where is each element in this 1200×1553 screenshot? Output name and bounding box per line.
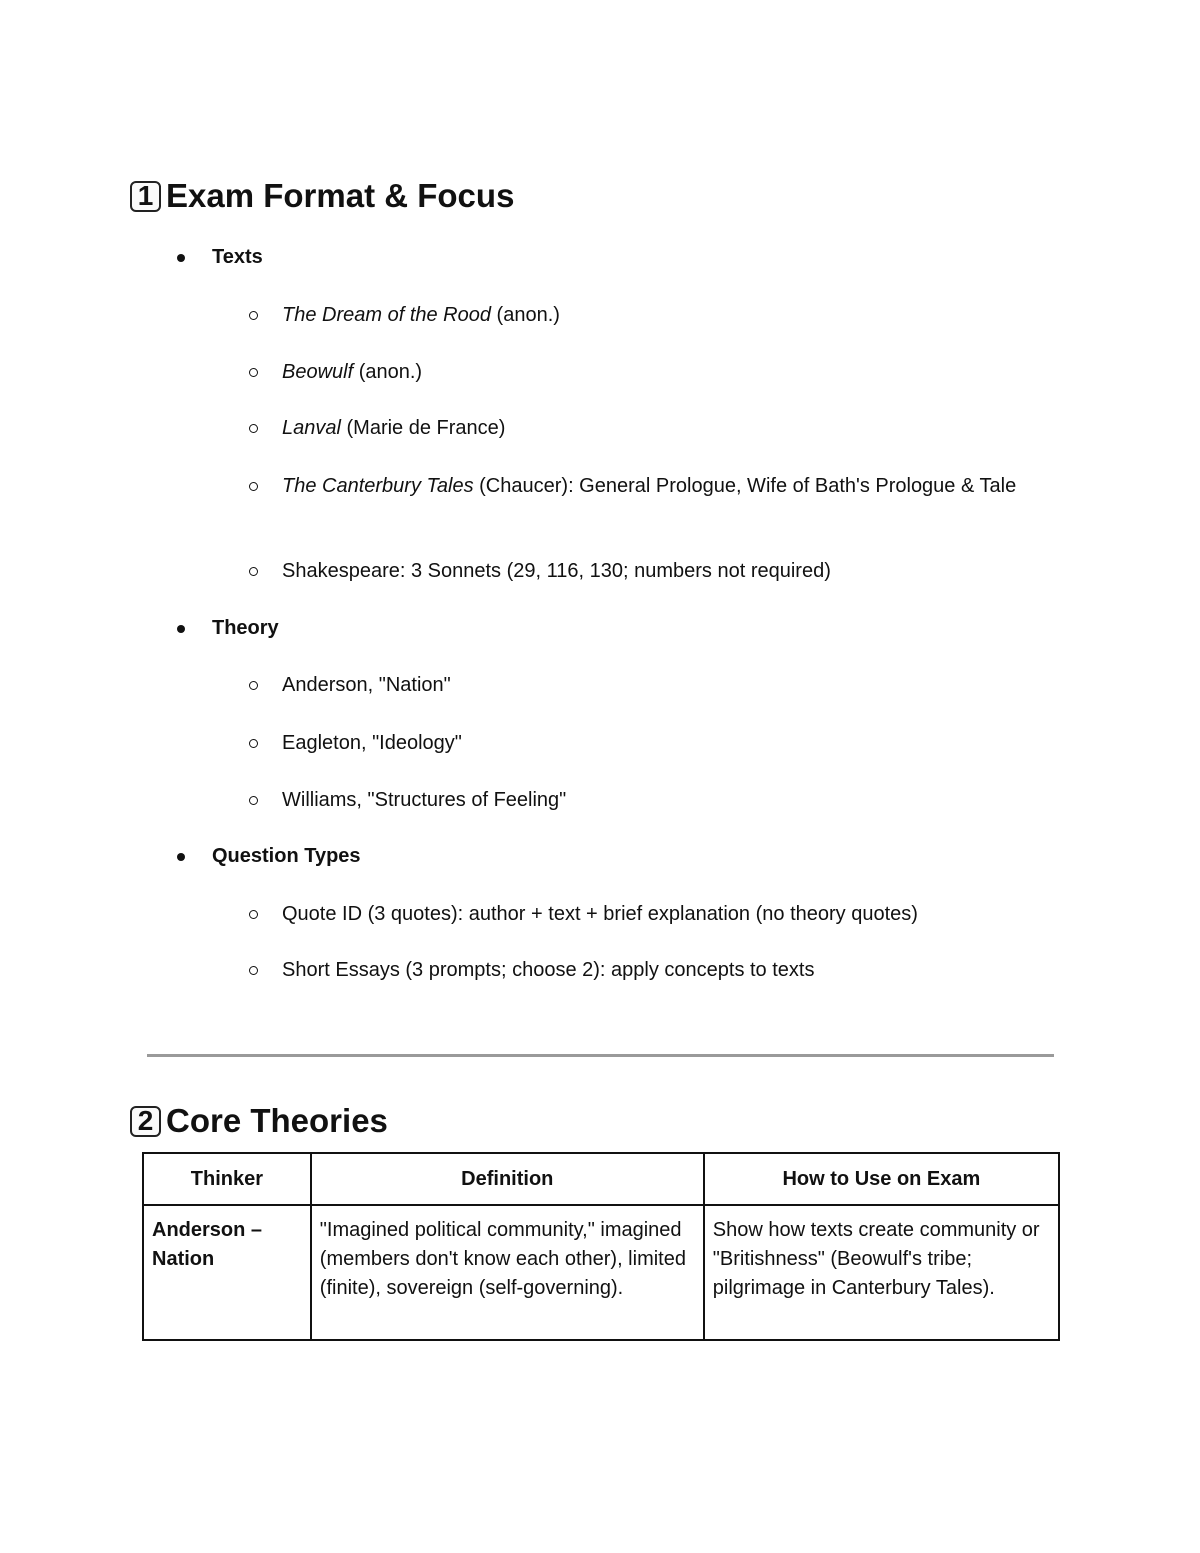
text-title: The Canterbury Tales <box>282 475 474 497</box>
table-header-row <box>143 1153 1059 1205</box>
column-header: Definition <box>311 1153 704 1205</box>
sub-bullet-circle-icon <box>249 368 258 377</box>
list-item-text: Williams, "Structures of Feeling" <box>282 789 567 811</box>
sub-bullet-circle-icon <box>249 739 258 748</box>
list-item-text: Short Essays (3 prompts; choose 2): apply concepts to texts <box>282 959 815 981</box>
text-detail: (Marie de France) <box>340 417 506 439</box>
bullet-label: Question Types <box>212 845 361 867</box>
bullet-dot-icon <box>177 853 185 861</box>
definition-cell: "Imagined political community," imagined (members don't know each other), limited (finite), sovereign (self-governing). <box>311 1205 704 1340</box>
text-title: The Dream of the Rood <box>282 304 491 326</box>
sub-bullet-circle-icon <box>249 424 258 433</box>
list-item-text: Quote ID (3 quotes): author + text + brief explanation (no theory quotes) <box>282 903 918 925</box>
sub-bullet-circle-icon <box>249 567 258 576</box>
column-header: How to Use on Exam <box>704 1153 1059 1205</box>
text-title: Lanval <box>282 417 341 439</box>
thinker-cell: Anderson – Nation <box>143 1205 311 1340</box>
sub-bullet-circle-icon <box>249 681 258 690</box>
sub-bullet-circle-icon <box>249 910 258 919</box>
bullet-dot-icon <box>177 625 185 633</box>
section-1-heading <box>130 176 514 216</box>
text-detail: (anon.) <box>353 361 423 383</box>
bullet-dot-icon <box>177 254 185 262</box>
list-item-text: Eagleton, "Ideology" <box>282 732 462 754</box>
text-detail: Shakespeare: 3 Sonnets (29, 116, 130; numbers not required) <box>282 560 831 582</box>
section-number-badge: 1 <box>130 181 161 212</box>
section-2-title: Core Theories <box>166 1102 388 1139</box>
sub-bullet-circle-icon <box>249 482 258 491</box>
table-row <box>143 1205 1059 1340</box>
sub-bullet-circle-icon <box>249 311 258 320</box>
sub-bullet-circle-icon <box>249 966 258 975</box>
bullet-label: Theory <box>212 617 279 639</box>
text-detail: (anon.) <box>491 304 560 326</box>
section-2-heading <box>130 1101 388 1141</box>
text-title: Beowulf <box>282 361 354 383</box>
section-1-title: Exam Format & Focus <box>166 177 515 214</box>
bullet-label: Texts <box>212 246 263 268</box>
text-detail: (Chaucer): General Prologue, Wife of Bath's Prologue & Tale <box>473 475 1017 497</box>
section-number-badge: 2 <box>130 1106 161 1137</box>
list-item-text: Anderson, "Nation" <box>282 674 451 696</box>
column-header: Thinker <box>143 1153 311 1205</box>
usage-cell: Show how texts create community or "Britishness" (Beowulf's tribe; pilgrimage in Canterbury Tales). <box>704 1205 1059 1340</box>
horizontal-divider <box>147 1054 1054 1057</box>
sub-bullet-circle-icon <box>249 796 258 805</box>
core-theories-table <box>142 1152 1060 1341</box>
